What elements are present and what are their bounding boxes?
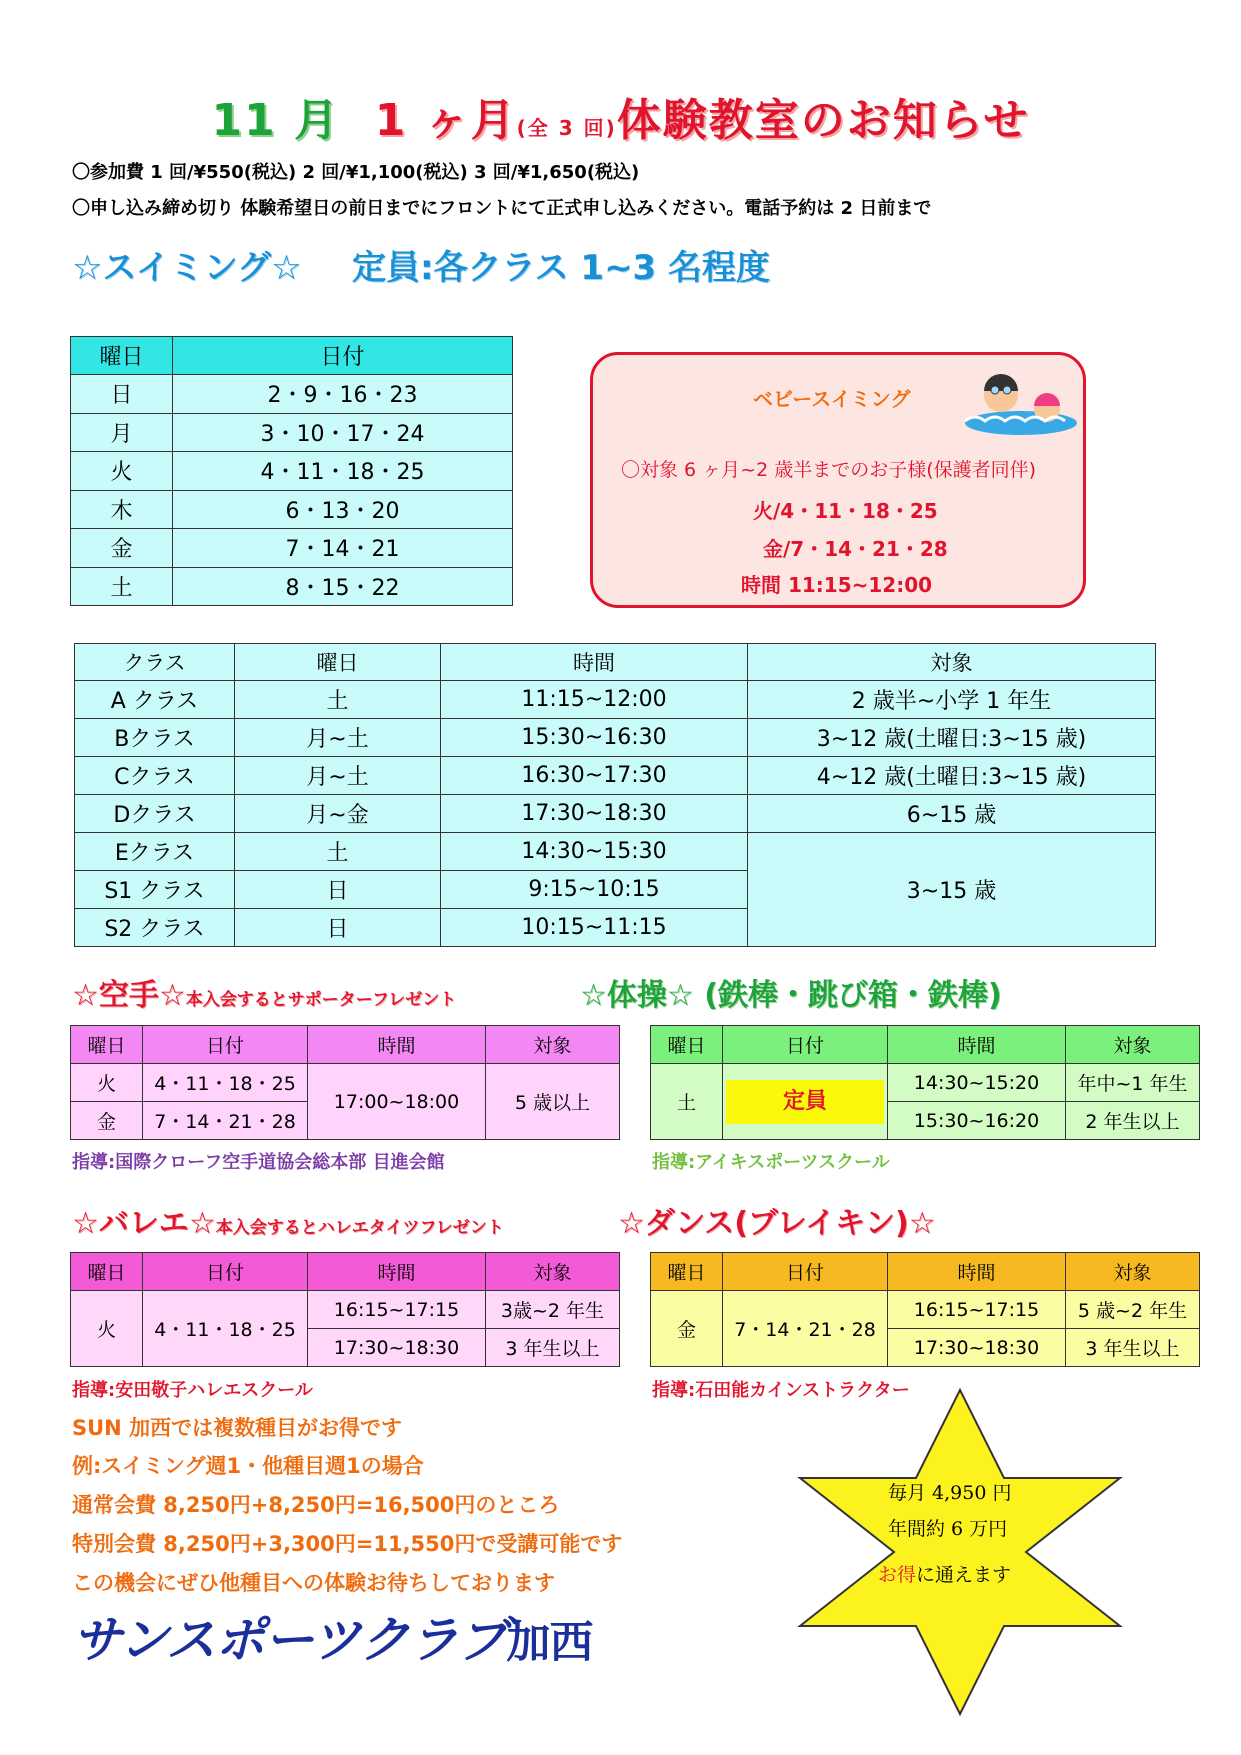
cell-class: Bクラス — [75, 719, 235, 757]
dance-credit: 指導:石田能カインストラクター — [652, 1380, 910, 1401]
cell-target: 3 年生以上 — [1066, 1329, 1200, 1367]
swim-class-table — [74, 643, 1156, 947]
cell-class: S2 クラス — [75, 909, 235, 947]
table-header-row — [75, 644, 1156, 681]
cell-time: 11:15~12:00 — [441, 681, 748, 719]
cell-target: 3 年生以上 — [486, 1329, 620, 1367]
cell-class: S1 クラス — [75, 871, 235, 909]
gym-heading: ☆体操☆ (鉄棒・跳び箱・鉄棒) — [580, 978, 1002, 1013]
cell-time: 10:15~11:15 — [441, 909, 748, 947]
cell-day: 月~土 — [235, 757, 441, 795]
cell-target: 2 歳半~小学 1 年生 — [748, 681, 1156, 719]
gym-credit: 指導:アイキスポーツスクール — [652, 1152, 890, 1173]
fee-line: 〇参加費 1 回/¥550(税込) 2 回/¥1,100(税込) 3 回/¥1,650(税込) — [72, 162, 640, 183]
table-header-row — [651, 1026, 1200, 1064]
table-row — [75, 795, 1156, 833]
cell-target: 4~12 歳(土曜日:3~15 歳) — [748, 757, 1156, 795]
baby-target: 〇対象 6 ヶ月~2 歳半までのお子様(保護者同伴) — [621, 459, 1037, 481]
dance-heading: ☆ダンス(ブレイキン)☆ — [618, 1206, 936, 1241]
cell-day: 土 — [651, 1064, 723, 1140]
title-count: (全 3 回) — [516, 116, 617, 140]
cell-time: 16:30~17:30 — [441, 757, 748, 795]
cell-time: 15:30~16:30 — [441, 719, 748, 757]
star-monthly: 毎月 4,950 円 — [888, 1482, 1012, 1504]
cell-day: 金 — [651, 1291, 723, 1367]
header-target: 対象 — [1066, 1253, 1200, 1291]
cell-day: 月~土 — [235, 719, 441, 757]
cell-time: 16:15~17:15 — [308, 1291, 486, 1329]
cell-dates: 2・9・16・23 — [173, 375, 513, 414]
swimming-heading: ☆スイミング☆ — [72, 248, 302, 288]
cell-dates: 6・13・20 — [173, 490, 513, 529]
table-row — [71, 567, 513, 606]
swimming-capacity: 定員:各クラス 1~3 名程度 — [352, 248, 771, 288]
cell-time: 17:00~18:00 — [308, 1064, 486, 1140]
cell-day: 土 — [71, 567, 173, 606]
header-date: 日付 — [143, 1253, 308, 1291]
header-day: 曜日 — [235, 644, 441, 681]
logo-name: サンスポーツクラブ — [72, 1611, 507, 1669]
promo-line: 例:スイミング週1・他種目週1の場合 — [72, 1454, 424, 1478]
cell-day: 火 — [71, 452, 173, 491]
table-row — [71, 529, 513, 568]
karate-note: 本入会するとサポーターフレゼント — [185, 990, 457, 1010]
header-time: 時間 — [441, 644, 748, 681]
header-target: 対象 — [748, 644, 1156, 681]
header-target: 対象 — [1066, 1026, 1200, 1064]
page-title — [0, 84, 1241, 148]
header-day: 曜日 — [71, 337, 173, 375]
cell-time: 9:15~10:15 — [441, 871, 748, 909]
header-day: 曜日 — [71, 1253, 143, 1291]
ballet-note: 本入会するとハレエタイツフレゼント — [215, 1218, 504, 1238]
cell-dates: 8・15・22 — [173, 567, 513, 606]
cell-dates: 4・11・18・25 — [143, 1291, 308, 1367]
table-header-row — [71, 1026, 620, 1064]
dance-table — [650, 1252, 1200, 1367]
deadline-line: 〇申し込み締め切り 体験希望日の前日までにフロントにて正式申し込みください。電話予約は 2 日前まで — [72, 198, 932, 219]
karate-table — [70, 1025, 620, 1140]
table-row — [71, 413, 513, 452]
table-row — [71, 452, 513, 491]
capacity-badge: 定員 — [726, 1080, 884, 1124]
promo-line: この機会にぜひ他種目への体験お待ちしております — [72, 1571, 555, 1595]
baby-title: ベビースイミング — [753, 387, 911, 411]
star-deal-rest: に通えます — [916, 1564, 1012, 1586]
cell-time: 16:15~17:15 — [888, 1291, 1066, 1329]
header-date: 日付 — [723, 1026, 888, 1064]
title-period: 1 ヶ月 — [374, 95, 517, 146]
table-row — [71, 1291, 620, 1329]
header-date: 日付 — [143, 1026, 308, 1064]
cell-day: 木 — [71, 490, 173, 529]
cell-time: 17:30~18:30 — [888, 1329, 1066, 1367]
cell-day: 土 — [235, 681, 441, 719]
table-row — [75, 833, 1156, 871]
header-day: 曜日 — [651, 1026, 723, 1064]
cell-time: 15:30~16:20 — [888, 1102, 1066, 1140]
table-row — [651, 1064, 1200, 1102]
table-row — [75, 719, 1156, 757]
swim-schedule-table — [70, 336, 513, 606]
table-row — [71, 1064, 620, 1102]
header-date: 日付 — [173, 337, 513, 375]
header-time: 時間 — [308, 1026, 486, 1064]
gym-table — [650, 1025, 1200, 1140]
price-star — [780, 1382, 1140, 1722]
cell-time: 14:30~15:20 — [888, 1064, 1066, 1102]
header-day: 曜日 — [651, 1253, 723, 1291]
baby-swimming-box — [590, 352, 1086, 608]
header-target: 対象 — [486, 1026, 620, 1064]
cell-target: 年中~1 年生 — [1066, 1064, 1200, 1102]
star-yearly: 年間約 6 万円 — [888, 1518, 1008, 1540]
header-target: 対象 — [486, 1253, 620, 1291]
star-deal-highlight: お得 — [878, 1564, 917, 1586]
cell-day: 火 — [71, 1064, 143, 1102]
cell-time: 17:30~18:30 — [308, 1329, 486, 1367]
cell-time: 17:30~18:30 — [441, 795, 748, 833]
cell-target: 2 年生以上 — [1066, 1102, 1200, 1140]
club-logo — [72, 1600, 593, 1672]
cell-day: 火 — [71, 1291, 143, 1367]
cell-day: 土 — [235, 833, 441, 871]
header-time: 時間 — [888, 1253, 1066, 1291]
header-class: クラス — [75, 644, 235, 681]
ballet-heading — [72, 1198, 504, 1242]
cell-class: Cクラス — [75, 757, 235, 795]
cell-dates: 3・10・17・24 — [173, 413, 513, 452]
header-time: 時間 — [888, 1026, 1066, 1064]
cell-day: 日 — [235, 909, 441, 947]
cell-class: A クラス — [75, 681, 235, 719]
star-icon — [780, 1382, 1140, 1722]
cell-class: Eクラス — [75, 833, 235, 871]
cell-class: Dクラス — [75, 795, 235, 833]
ballet-title: ☆バレエ☆ — [72, 1206, 216, 1241]
table-row — [651, 1291, 1200, 1329]
cell-day: 金 — [71, 1102, 143, 1140]
cell-time: 14:30~15:30 — [441, 833, 748, 871]
ballet-table — [70, 1252, 620, 1367]
promo-line: 通常会費 8,250円+8,250円=16,500円のところ — [72, 1493, 560, 1517]
cell-dates: 7・14・21・28 — [143, 1102, 308, 1140]
ballet-credit: 指導:安田敬子ハレエスクール — [72, 1380, 313, 1401]
swimmers-illustration-icon — [961, 361, 1079, 437]
header-day: 曜日 — [71, 1026, 143, 1064]
title-main: 体験教室のお知らせ — [616, 95, 1030, 146]
baby-tuesday: 火/4・11・18・25 — [753, 499, 938, 523]
logo-branch: 加西 — [506, 1617, 593, 1668]
cell-dates: 4・11・18・25 — [143, 1064, 308, 1102]
cell-dates: 7・14・21 — [173, 529, 513, 568]
baby-time: 時間 11:15~12:00 — [741, 573, 933, 597]
table-row — [71, 490, 513, 529]
table-row — [71, 375, 513, 414]
cell-day: 日 — [71, 375, 173, 414]
cell-target: 5 歳以上 — [486, 1064, 620, 1140]
cell-day: 金 — [71, 529, 173, 568]
table-header-row — [71, 337, 513, 375]
cell-target: 3~12 歳(土曜日:3~15 歳) — [748, 719, 1156, 757]
table-row — [75, 681, 1156, 719]
cell-dates — [723, 1064, 888, 1140]
cell-target-merged: 3~15 歳 — [748, 833, 1156, 947]
cell-dates: 4・11・18・25 — [173, 452, 513, 491]
promo-line: SUN 加西では複数種目がお得です — [72, 1416, 403, 1440]
table-header-row — [651, 1253, 1200, 1291]
baby-friday: 金/7・14・21・28 — [763, 537, 948, 561]
table-header-row — [71, 1253, 620, 1291]
karate-title: ☆空手☆ — [72, 978, 186, 1013]
karate-credit: 指導:国際クローフ空手道協会総本部 目進会館 — [72, 1152, 445, 1173]
cell-dates: 7・14・21・28 — [723, 1291, 888, 1367]
star-deal — [878, 1560, 1011, 1587]
karate-heading — [72, 970, 456, 1014]
cell-day: 日 — [235, 871, 441, 909]
promo-line: 特別会費 8,250円+3,300円=11,550円で受講可能です — [72, 1532, 623, 1556]
cell-day: 月 — [71, 413, 173, 452]
cell-target: 6~15 歳 — [748, 795, 1156, 833]
cell-target: 5 歳~2 年生 — [1066, 1291, 1200, 1329]
cell-target: 3歳~2 年生 — [486, 1291, 620, 1329]
table-row — [75, 757, 1156, 795]
cell-day: 月~金 — [235, 795, 441, 833]
header-date: 日付 — [723, 1253, 888, 1291]
header-time: 時間 — [308, 1253, 486, 1291]
title-month: 11 月 — [211, 95, 341, 146]
